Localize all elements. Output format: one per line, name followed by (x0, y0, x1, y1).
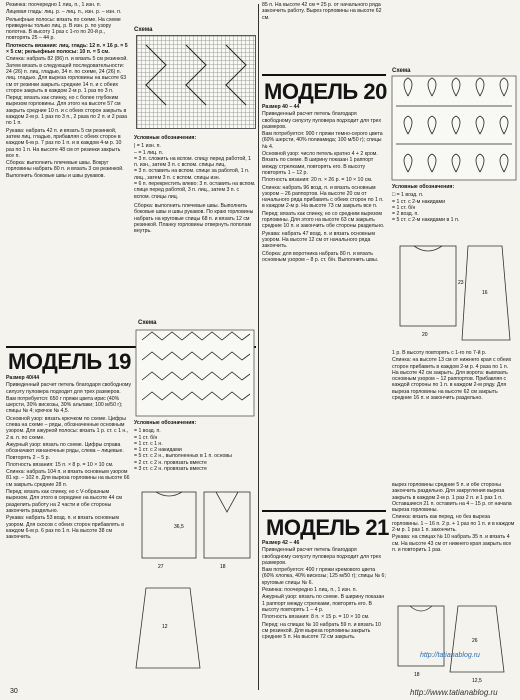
sketch-label: 36,5 (174, 524, 184, 530)
legend-item: = 1 ст. с 2 накидами (134, 447, 182, 454)
column-4-bottom-text (392, 482, 516, 600)
para: Ажурный узор: вязать по схеме. В ширину показан 1 раппорт между стрелками, повторять его. В высоту повторять 1 – 4 р. (262, 594, 385, 613)
legend-item: – = 1 лиц. п. (134, 149, 164, 156)
model-21-text (262, 540, 386, 688)
legend-item: = 5 ст. с 2 н., выполненных в 1 п. основы (134, 453, 232, 460)
model-20-heading: МОДЕЛЬ 20 (264, 79, 387, 104)
sketch-label: 27 (158, 564, 164, 570)
scheme-2-title: Схема (138, 320, 157, 326)
intro: Приведенный расчет петель благодаря свободному силуэту пуловера подходит для трех размеров. (262, 547, 382, 566)
para: вырез горловины средние 5 п. и обе стороны закончить раздельно. Для закругления выреза закрыть в каждом 2-м р. 1 раз 2 п. и 1 раз 1 п. Оставшиеся 21 п. оставить на 4 – 15 р. от начала выреза горловины. (392, 482, 512, 514)
sketch-label: 18 (414, 672, 420, 678)
scheme-2-legend (134, 420, 258, 482)
model-19-text (6, 375, 132, 687)
para: Рельефные полосы: вязать по схеме. На схеме приведены только лиц. р. В изн. р. по узору полотна. В высоту 1 раз с 1-го по 20-й р., повторять 25 – 44 р. (6, 16, 121, 42)
column-4-mid-text (392, 350, 516, 476)
scheme-3-title: Схема (392, 68, 411, 74)
para: Резинка: поочередно 1 лиц. п., 1 изн. п. (6, 2, 102, 8)
divider (262, 510, 386, 512)
para: Резинка: поочередно 1 лиц. п., 1 изн. п. (262, 587, 358, 594)
para: Перед: на спицах № 10 набрать 59 п. и вязать 10 см резинкой. Для выреза горловины закрыть средние 5 п. На высоте 72 см закрыть. (262, 621, 381, 641)
para: Плотность вязания: 15 п. × 8 р. = 10 × 10 см. (6, 461, 114, 468)
legend-item: = 1 ст. б/н (134, 434, 158, 441)
para: Перед: вязать как спинку, но с V-образным вырезом. Для этого в середине на высоте 44 см разделить работу на 2 части и обе стороны закончить раздельно. (6, 489, 122, 514)
legend-item: □ = 1 возд. п. (392, 192, 424, 199)
para: Спинка: набрать 82 (86) п. и вязать 5 см резинкой. Затем вязать в следующей последовательности: 24 (26) п. лиц. гладью, 34 п. по схеме, 24 (26) п. лиц. гладью. Для выреза горловины на высоте 63 см от резинки закрыть средние 14 п. и с обеих сторон закрыть в каждом 2-м р. 1 раз по 3 п. (6, 56, 128, 94)
para: Вам потребуется: 900 г пряжи темно-серого цвета (60% шерсти, 40% полиамида; 100 м/50 г); спицы № 4. (262, 131, 383, 150)
legend-title: Условные обозначения: (134, 135, 197, 141)
sketch-label: 16 (482, 290, 488, 296)
para: Плотность вязания: 20 п. × 26 р. = 10 × 10 см. (262, 177, 373, 184)
para: Спинка: вязать как перед, но без выреза горловины. 1 – 16 п. 2 р. + 1 раз по 1 п. и в каждом 2-м р. 1 раз 1 п. закончить. (392, 514, 515, 534)
legend-item: | = 1 изн. п. (134, 143, 161, 150)
scheme-3-chart (392, 76, 516, 180)
model-21-sketches (392, 602, 516, 688)
legend-item: = 2 возд. п. (392, 211, 419, 218)
para: Лицевая гладь: лиц. р. – лиц. п., изн. р. – изн. п. (6, 9, 122, 16)
sketch-label: 12,5 (472, 678, 482, 684)
legend-item: = 2 ст. с 2 н. провязать вместе (134, 459, 207, 466)
legend-item: = 1 ст. б/н (392, 204, 416, 211)
column-1-top-text (6, 2, 128, 344)
legend-title: Условные обозначения: (134, 420, 197, 426)
legend-title: Условные обозначения: (392, 184, 455, 190)
intro: Приведенный расчет петель благодаря свободному силуэту пуловера подходит для трех размеров. (6, 382, 132, 395)
size-line: Размер 42 – 46 (262, 540, 300, 546)
watermark: http://tatianablog.ru (420, 652, 480, 659)
legend-item: = 1 ст. с 2-м накидами (392, 198, 446, 205)
model-21-heading: МОДЕЛЬ 21 (266, 515, 389, 540)
model-19-heading: МОДЕЛЬ 19 (8, 349, 131, 374)
para: Рукава: на спицах № 10 набрать 35 п. и вязать 4 см. На высоте 43 см от нижнего края закрыть все п. и повторить 1 раз. (392, 534, 512, 553)
legend-item: = 3 п. оставить на вспом. спице за работой, 1 п. лиц., затем 3 п. с вспом. спицы изн. (134, 168, 250, 181)
para: 1 р. В высоту повторять с 1-го по 7-й р. (392, 350, 487, 356)
scheme-2-chart (136, 330, 254, 416)
para: Основной узор: вязать крючком по схеме. Цифры слева на схеме – ряды, обозначенные основным узором. Для ажурной полосы: вязать 1 р. ст. с 1 н., 2 в. п. по схеме. (6, 415, 129, 441)
sketch-label: 26 (472, 638, 478, 644)
para: Сборка: выполнить плечевые швы. Выполнить боковые швы и швы рукавов. По краю горловины набрать на круговые спицы 68 п. и вязать 12 см резинкой. Планку горловины отвернуть пополам внутрь. (134, 202, 254, 235)
column-3-top-text (262, 2, 386, 52)
para: Ажурный узор: вязать по схеме. Цифры справа обозначают изнаночные ряды, слева – лицевые. Повторять 2 – 5 р. (6, 441, 124, 461)
legend-item: = 3 ст. с 2 н. провязать вместе (134, 466, 207, 473)
legend-item: = 3 п. сложить на вспом. спицу перед работой, 1 п. изн., затем 3 п. с вспом. спицы лиц. (134, 155, 252, 169)
size-line: Размер 40/44 (6, 375, 40, 381)
para: Перед: вязать как спинку, но со средним вырезом горловины. Для этого на высоте 63 см закрыть средние 10 п. и закончить обе стороны раздельно. (262, 210, 385, 230)
para: Плотность вязания: лиц. гладь: 12 п. × 16 р. = 5 × 5 см; рельефные полосы: 10 п. = 5 см. (6, 42, 128, 56)
size-line: Размер 40 – 44 (262, 104, 300, 110)
para: Перед: вязать как спинку, но с более глубоким вырезом горловины. Для этого на высоте 57 см закрыть средние 10 п. и с обеих сторон закрыть в каждом 2-м р. 1 раз по 3 п., 2 раза по 2 п. и 2 раза по 1 п. (6, 95, 128, 127)
sketch-label: 12 (162, 624, 168, 630)
sketch-label: 23 (458, 280, 464, 286)
para: Сборка: для воротника набрать 80 п. и вязать основным узором – 8 р. ст. б/н. Выполнить швы. (262, 250, 379, 263)
para: Основной узор: число петель кратно 4 + 2 кром. Вязать по схеме. В ширину показан 1 раппорт между стрелками, повторять его. В высоту повторять 1 – 12 р. (262, 151, 378, 176)
column-rule (258, 4, 259, 690)
model-19-sketches (134, 488, 256, 688)
para: Рукава: набрать 42 п. и вязать 5 см резинкой, затем лиц. гладью, прибавляя с обеих сторон в каждом 6-м р. 7 раз по 1 п. и в каждом 4-м р. 10 раз по 1 п. На высоте 48 см от резинки закрыть все п. (6, 127, 122, 159)
model-20-sketches (392, 244, 516, 348)
intro: Приведенный расчет петель благодаря свободному силуэту пуловера подходит для трех размеров. (262, 111, 382, 130)
para: Плотность вязания: 8 п. × 15 р. = 10 × 10 см. (262, 614, 370, 621)
sketch-label: 20 (422, 332, 428, 338)
site-url: http://www.tatianablog.ru (410, 688, 498, 697)
model-20-text (262, 104, 386, 534)
legend-item: = 6 п. перекрестить влево: 3 п. оставить на вспом. спице перед работой, 3 п. лиц., затем 3 п. с вспом. спицы лиц. (134, 181, 256, 200)
para: Вам потребуется: 650 г пряжи цвета ирис (40% шерсти, 30% вискозы, 30% альпаки; 100 м/50 г); спицы № 4; крючок № 4,5. (6, 395, 123, 415)
para: Сборка: выполнить плечевые швы. Вокруг горловины набрать 80 п. и вязать 3 см резинкой. Выполнить боковые швы и швы рукавов. (6, 160, 124, 179)
para: Вам потребуется: 400 г пряжи кремового цвета (60% хлопка, 40% вискозы; 125 м/50 г); спицы № 6; круговые спицы № 6. (262, 567, 386, 586)
legend-item: = 5 ст. с 2-м накидами в 1 п. (392, 217, 460, 224)
para: Рукава: набрать 47 возд. п. и вязать основным узором. На высоте 12 см от начального ряда закончить. (262, 230, 375, 250)
para: Рукава: набрать 53 возд. п. и вязать основным узором. Для скосов с обеих сторон прибавлять в каждом 6-м р. 6 раз по 1 п. На высоте 38 см закончить. (6, 515, 124, 541)
scheme-3-legend (392, 184, 516, 236)
para: 85 п. На высоте 42 см = 25 р. от начального ряда закончить работу. Вырез горловины на высоте 62 см. (262, 2, 382, 21)
legend-item: = 1 ст. с 1 н. (134, 440, 163, 447)
sketch-label: 18 (220, 564, 226, 570)
scheme-1-cable-marks (136, 35, 254, 127)
para: Спинка: набрать 96 возд. п. и вязать основным узором – 26 раппортов. На высоте 20 см от начального ряда прибавить с обеих сторон по 1 п. в каждом 2-м р. На высоте 73 см закрыть все п. (262, 184, 384, 210)
page-number: 30 (10, 688, 18, 695)
scheme-1-legend (134, 135, 256, 265)
para: Спинка: набрать 104 п. и вязать основным узором 81 кр. – 102 п. Для выреза горловины на высоте 66 см закрыть средние 28 п. (6, 469, 130, 488)
divider (262, 74, 386, 76)
scheme-1-title: Схема (134, 27, 153, 33)
legend-item: = 1 возд. п. (134, 428, 161, 435)
para: Спинка: на высоте 13 см от нижнего края с обеих сторон прибавить в каждом 2-м р. 4 раза по 1 п. На высоте 42 см закрыть. Для ворота: вывязать основным узором – 12 раппортов. Прибавляя с каждой стороны по 1 п. в каждом 2-м ряду. Для выреза горловины на высоте 62 см закрыть средние 16 п. и закончить раздельно. (392, 357, 512, 402)
